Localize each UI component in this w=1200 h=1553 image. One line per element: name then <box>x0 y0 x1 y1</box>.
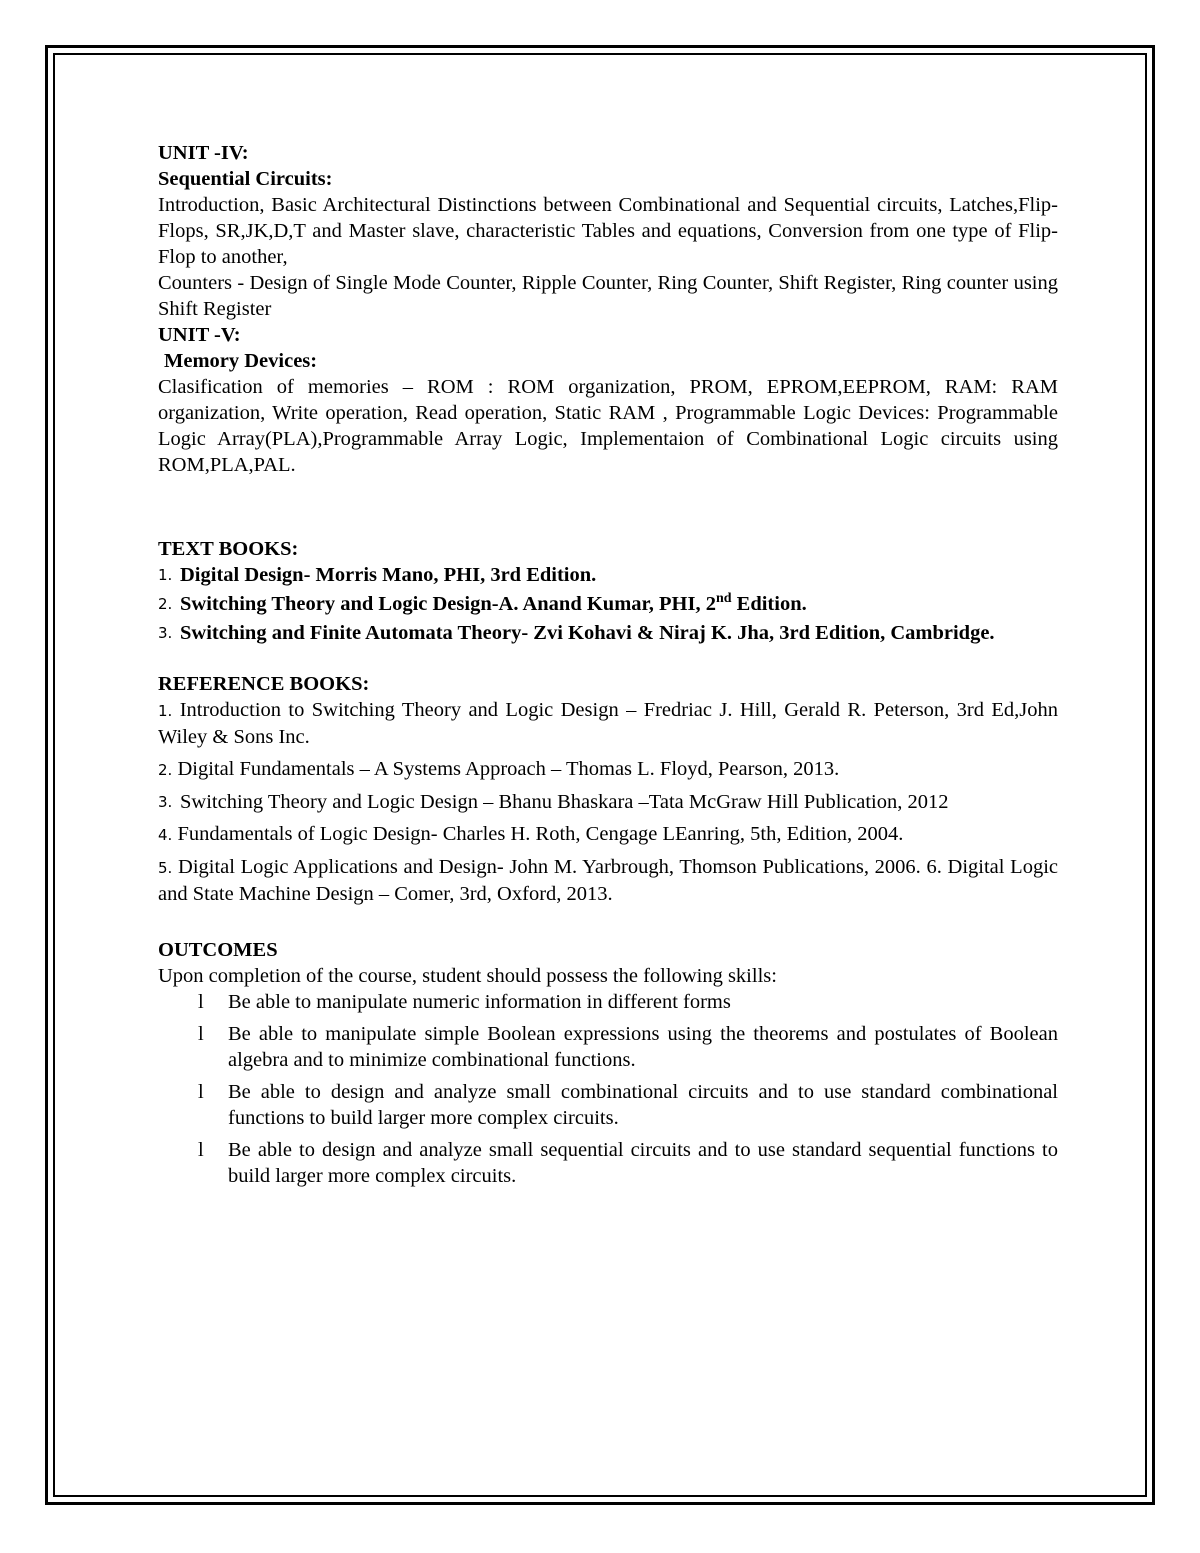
reference-book-item <box>158 854 1058 907</box>
reference-book-text: Switching Theory and Logic Design – Bhanu Bhaskara –Tata McGraw Hill Publication, 2012 <box>180 791 949 813</box>
list-number: 1. <box>158 702 173 720</box>
outcome-item <box>158 989 1058 1015</box>
unit4-paragraph-1: Introduction, Basic Architectural Distinctions between Combinational and Sequential circuits, Latches,Flip-Flops, SR,JK,D,T and Master slave, characteristic Tables and equations, Conversion from one type of Flip-Flop to another, <box>158 194 1058 268</box>
reference-book-item <box>158 756 1058 783</box>
reference-book-item <box>158 789 1058 815</box>
outcome-text: Be able to design and analyze small combinational circuits and to use standard combinational functions to build larger more complex circuits. <box>228 1081 1058 1129</box>
text-book-text: Switching and Finite Automata Theory- Zvi Kohavi & Niraj K. Jha, 3rd Edition, Cambridge. <box>180 622 995 644</box>
reference-book-item <box>158 697 1058 750</box>
text-book-text: Digital Design- Morris Mano, PHI, 3rd Edition. <box>180 564 597 586</box>
outcomes-list <box>158 989 1058 1189</box>
unit4-subtitle: Sequential Circuits: <box>158 168 333 190</box>
outcome-text: Be able to design and analyze small sequential circuits and to use standard sequential functions to build larger more complex circuits. <box>228 1139 1058 1187</box>
outcome-item <box>158 1021 1058 1073</box>
bullet-icon: l <box>198 991 204 1013</box>
text-book-item <box>158 620 1058 646</box>
text-book-item <box>158 562 1058 588</box>
unit4-paragraph-2: Counters - Design of Single Mode Counter, Ripple Counter, Ring Counter, Shift Register, Ring counter using Shift Register <box>158 272 1058 320</box>
outcomes-intro: Upon completion of the course, student should possess the following skills: <box>158 965 777 987</box>
bullet-icon: l <box>198 1081 204 1103</box>
list-number: 5. <box>158 859 173 877</box>
list-number: 2. <box>158 761 173 779</box>
superscript: nd <box>715 591 732 607</box>
unit5-subtitle: Memory Devices: <box>164 350 318 372</box>
text-book-text: Switching Theory and Logic Design-A. Anand Kumar, PHI, 2 <box>180 593 716 615</box>
bullet-icon: l <box>198 1023 204 1045</box>
list-number: 4. <box>158 826 173 844</box>
reference-book-text: Digital Logic Applications and Design- John M. Yarbrough, Thomson Publications, 2006. 6. Digital Logic and State Machine Design – Comer, 3rd, Oxford, 2013. <box>158 856 1058 905</box>
text-book-text-after: Edition. <box>731 593 807 615</box>
outcome-item <box>158 1137 1058 1189</box>
list-number: 3. <box>158 624 173 642</box>
text-books-list <box>158 562 1058 646</box>
reference-books-heading: REFERENCE BOOKS: <box>158 673 370 695</box>
list-number: 2. <box>158 595 173 613</box>
bullet-icon: l <box>198 1139 204 1161</box>
reference-book-text: Introduction to Switching Theory and Logic Design – Fredriac J. Hill, Gerald R. Peterson, 3rd Ed,John Wiley & Sons Inc. <box>158 699 1059 748</box>
outcome-text: Be able to manipulate simple Boolean expressions using the theorems and postulates of Boolean algebra and to minimize combinational functions. <box>228 1023 1058 1071</box>
outcomes-heading: OUTCOMES <box>158 939 278 961</box>
text-book-item <box>158 591 1058 617</box>
unit5-paragraph-1: Clasification of memories – ROM : ROM organization, PROM, EPROM,EEPROM, RAM: RAM organization, Write operation, Read operation, Static RAM , Programmable Logic Devices: Programmable Logic Array(PLA),Programmable Array Logic, Implementaion of Combinational Logic circuits using ROM,PLA,PAL. <box>158 376 1058 476</box>
outcome-text: Be able to manipulate numeric information in different forms <box>228 991 731 1013</box>
list-number: 3. <box>158 793 173 811</box>
text-books-heading: TEXT BOOKS: <box>158 538 299 560</box>
reference-book-item <box>158 821 1058 848</box>
unit4-title: UNIT -IV: <box>158 142 249 164</box>
document-body <box>158 140 1058 1195</box>
unit5-title: UNIT -V: <box>158 324 241 346</box>
outcome-item <box>158 1079 1058 1131</box>
reference-book-text: Digital Fundamentals – A Systems Approach – Thomas L. Floyd, Pearson, 2013. <box>177 758 840 780</box>
reference-books-list <box>158 697 1058 907</box>
reference-book-text: Fundamentals of Logic Design- Charles H. Roth, Cengage LEanring, 5th, Edition, 2004. <box>177 823 904 845</box>
list-number: 1. <box>158 566 173 584</box>
